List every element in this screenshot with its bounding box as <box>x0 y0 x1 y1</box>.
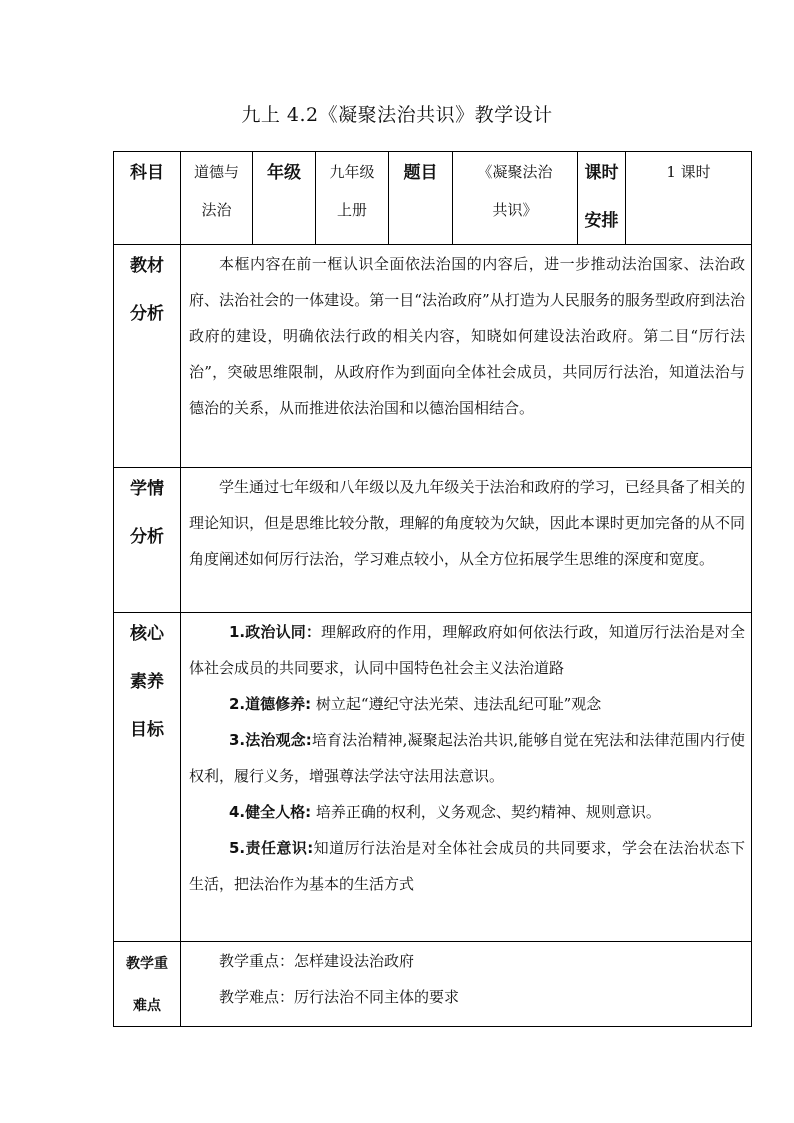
key-points-label-line1: 教学重 <box>126 956 168 972</box>
core-literacy-item-label: 5.责任意识: <box>229 839 314 857</box>
grade-label-cell <box>253 152 316 245</box>
topic-value-line2: 共识》 <box>492 201 538 219</box>
student-analysis-label-cell <box>114 468 181 613</box>
core-literacy-item-label: 3.法治观念: <box>229 731 312 749</box>
student-analysis-content-cell <box>181 468 752 613</box>
period-value: 1 课时 <box>666 163 711 181</box>
core-literacy-item <box>181 830 751 902</box>
topic-label-cell <box>389 152 453 245</box>
core-literacy-item <box>181 613 751 686</box>
core-literacy-row <box>114 613 752 942</box>
core-literacy-item-text: 理解政府的作用，理解政府如何依法行政，知道厉行法治是对全体社会成员的共同要求，认同中国特色社会主义法治道路 <box>189 623 745 677</box>
core-literacy-label-line1: 核心 <box>130 624 164 644</box>
lesson-plan-table <box>113 151 752 1027</box>
core-literacy-item-text: 知道厉行法治是对全体社会成员的共同要求，学会在法治状态下生活，把法治作为基本的生活方式 <box>189 839 745 893</box>
subject-label-cell <box>114 152 181 245</box>
core-literacy-item <box>181 794 751 830</box>
core-literacy-label-line2: 素养 <box>130 672 164 692</box>
grade-value-line2: 上册 <box>336 201 367 219</box>
core-literacy-item-label: 4.健全人格: <box>229 803 312 821</box>
core-literacy-label-line3: 目标 <box>130 720 164 740</box>
core-literacy-item <box>181 722 751 794</box>
subject-value-line2: 法治 <box>201 201 232 219</box>
subject-value-line1: 道德与 <box>193 163 239 181</box>
student-analysis-label-line1: 学情 <box>130 479 164 499</box>
key-point-text: 教学重点：怎样建设法治政府 <box>219 952 415 970</box>
core-literacy-item <box>181 686 751 722</box>
period-label-cell <box>578 152 626 245</box>
student-analysis-text: 学生通过七年级和八年级以及九年级关于法治和政府的学习，已经具备了相关的理论知识，但是思维比较分散，理解的角度较为欠缺，因此本课时更加完备的从不同角度阐述如何厉行法治，学习难点较小，从全方位拓展学生思维的深度和宽度。 <box>189 478 745 568</box>
page-title: 九上 4.2《凝聚法治共识》教学设计 <box>241 104 553 126</box>
subject-value-cell <box>181 152 253 245</box>
key-points-row <box>114 942 752 1027</box>
topic-value-line1: 《凝聚法治 <box>477 163 553 181</box>
core-literacy-label-cell <box>114 613 181 942</box>
core-literacy-item-text: 培养正确的权利，义务观念、契约精神、规则意识。 <box>311 803 661 821</box>
difficult-point-text: 教学难点：厉行法治不同主体的要求 <box>219 988 460 1006</box>
key-points-content-cell <box>181 942 752 1027</box>
period-label-line1: 课时 <box>584 163 619 183</box>
student-analysis-row <box>114 468 752 613</box>
topic-label: 题目 <box>403 163 438 183</box>
core-literacy-item-label: 2.道德修养: <box>229 695 312 713</box>
textbook-analysis-label-cell <box>114 245 181 468</box>
textbook-analysis-text: 本框内容在前一框认识全面依法治国的内容后，进一步推动法治国家、法治政府、法治社会的一体建设。第一目“法治政府”从打造为人民服务的服务型政府到法治政府的建设，明确依法行政的相关内容，知晓如何建设法治政府。第二目“厉行法治”，突破思维限制，从政府作为到面向全体社会成员，共同厉行法治，知道法治与德治的关系，从而推进依法治国和以德治国相结合。 <box>189 255 745 417</box>
core-literacy-item-text: 培育法治精神,凝聚起法治共识,能够自觉在宪法和法律范围内行使权利，履行义务，增强尊法学法守法用法意识。 <box>189 731 746 785</box>
textbook-analysis-row <box>114 245 752 468</box>
key-points-label-line2: 难点 <box>133 998 161 1014</box>
student-analysis-label-line2: 分析 <box>130 527 164 547</box>
core-literacy-item-text: 树立起“遵纪守法光荣、违法乱纪可耻”观念 <box>311 695 602 713</box>
subject-label: 科目 <box>130 163 164 183</box>
grade-value-line1: 九年级 <box>329 163 375 181</box>
grade-value-cell <box>316 152 389 245</box>
topic-value-cell <box>453 152 578 245</box>
grade-label: 年级 <box>267 163 301 183</box>
textbook-analysis-label-line1: 教材 <box>130 256 164 276</box>
key-points-label-cell <box>114 942 181 1027</box>
textbook-analysis-content-cell <box>181 245 752 468</box>
header-row <box>114 152 752 245</box>
textbook-analysis-label-line2: 分析 <box>130 304 164 324</box>
period-label-line2: 安排 <box>584 211 619 231</box>
core-literacy-content-cell <box>181 613 752 942</box>
period-value-cell <box>626 152 752 245</box>
core-literacy-item-label: 1.政治认同： <box>229 623 322 641</box>
